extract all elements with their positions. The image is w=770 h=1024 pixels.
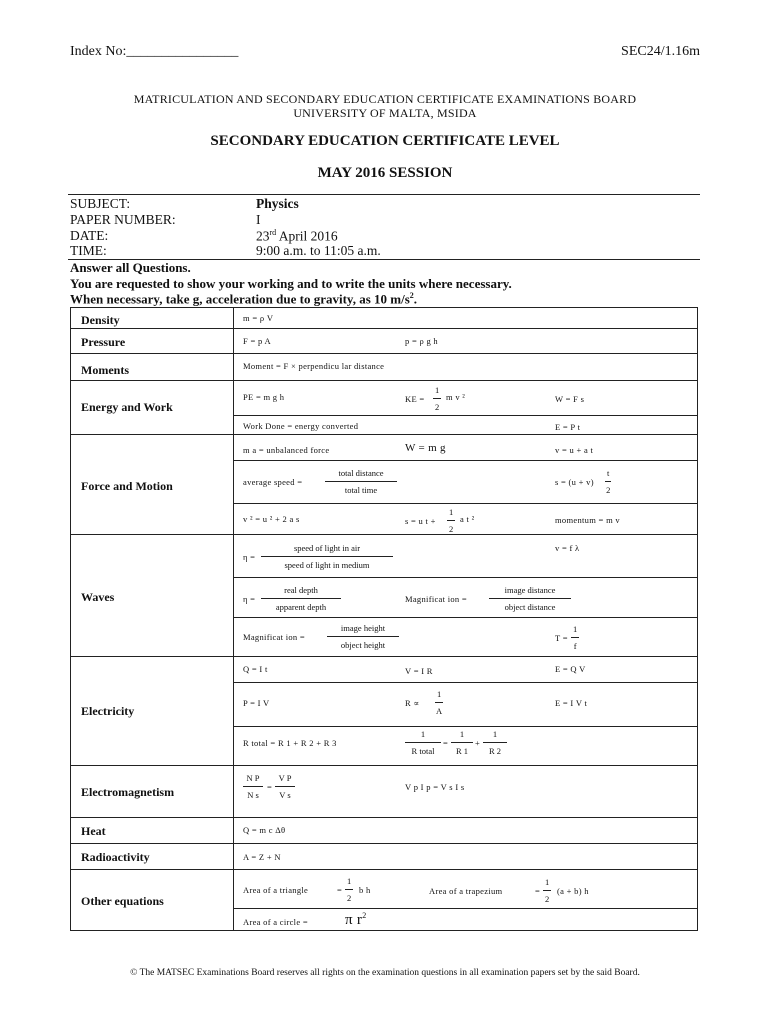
- equals-sign: =: [337, 885, 343, 895]
- fraction-denominator: N s: [247, 790, 259, 800]
- date-suffix: rd: [269, 228, 277, 237]
- formula-series-resistance: R total = R 1 + R 2 + R 3: [243, 738, 337, 748]
- formula-resistance-prefix: R ∝: [405, 698, 420, 708]
- row-divider: [71, 328, 697, 329]
- formula-work-done: Work Done = energy converted: [243, 421, 359, 431]
- fraction-parallel-total: [405, 729, 441, 756]
- fraction-numerator: N P: [243, 773, 263, 787]
- row-divider: [233, 908, 697, 909]
- formula-pe: PE = m g h: [243, 392, 285, 402]
- instruction-3-sup: 2: [409, 291, 414, 300]
- fraction-denominator: V s: [279, 790, 291, 800]
- date-label: DATE:: [70, 228, 109, 243]
- formula-circle-sup: 2: [362, 911, 367, 920]
- fraction-numerator: 1: [433, 385, 441, 399]
- fraction-denominator: f: [573, 641, 577, 651]
- fraction-numerator: speed of light in air: [261, 543, 393, 557]
- formula-electrical-energy: E = I V t: [555, 698, 588, 708]
- fraction-denominator: 2: [449, 524, 454, 534]
- formula-circle-text: π r: [345, 912, 363, 928]
- formula-magnification-distance-prefix: Magnificat ion =: [405, 594, 467, 604]
- certificate-level: SECONDARY EDUCATION CERTIFICATE LEVEL: [210, 133, 560, 149]
- fraction-denominator: apparent depth: [275, 602, 327, 612]
- fraction-numerator: 1: [345, 876, 353, 890]
- label-electricity: Electricity: [81, 704, 135, 718]
- label-density: Density: [81, 313, 120, 327]
- formula-moment: Moment = F × perpendicu lar distance: [243, 361, 385, 371]
- fraction-numerator: total distance: [325, 468, 397, 482]
- formula-charge: Q = I t: [243, 664, 268, 674]
- fraction-displacement: [605, 468, 611, 495]
- fraction-numerator: 1: [447, 507, 455, 521]
- subject-label: SUBJECT:: [70, 196, 131, 211]
- formula-triangle-suffix: b h: [359, 885, 371, 895]
- paper-code: SEC24/1.16m: [621, 44, 700, 59]
- copyright-footer: © The MATSEC Examinations Board reserves all rights on the examination questions in all examination papers set by the said Board.: [130, 968, 640, 978]
- fraction-triangle: [345, 876, 353, 903]
- formula-velocity: v = u + a t: [555, 445, 594, 455]
- formula-weight: W = m g: [405, 442, 446, 454]
- fraction-numerator: 1: [571, 624, 579, 638]
- row-divider: [233, 503, 697, 504]
- row-divider: [71, 656, 697, 657]
- formula-period-prefix: T =: [555, 633, 568, 643]
- fraction-numerator: image distance: [489, 585, 571, 599]
- row-divider: [233, 682, 697, 683]
- formula-circle-prefix: Area of a circle =: [243, 917, 308, 927]
- label-pressure: Pressure: [81, 335, 126, 349]
- formula-density: m = ρ V: [243, 313, 274, 323]
- row-divider: [71, 765, 697, 766]
- fraction-denominator: A: [436, 706, 443, 716]
- formula-v-squared: v ² = u ² + 2 a s: [243, 514, 300, 524]
- row-divider: [71, 353, 697, 354]
- board-name: MATRICULATION AND SECONDARY EDUCATION CERTIFICATE EXAMINATIONS BOARD: [133, 92, 637, 106]
- formula-table: [70, 307, 698, 931]
- label-force-motion: Force and Motion: [81, 479, 173, 493]
- index-number-field: Index No:________________: [70, 44, 239, 59]
- fraction-denominator: 2: [347, 893, 352, 903]
- formula-sut-prefix: s = u t +: [405, 516, 436, 526]
- formula-displacement-prefix: s = (u + v): [555, 477, 594, 487]
- fraction-numerator: 1: [543, 877, 551, 891]
- time-label: TIME:: [70, 243, 107, 258]
- label-electromagnetism: Electromagnetism: [81, 785, 175, 799]
- formula-mass-number: A = Z + N: [243, 852, 281, 862]
- fraction-numerator: 1: [483, 729, 507, 743]
- label-other-equations: Other equations: [81, 894, 164, 908]
- instruction-1: Answer all Questions.: [70, 260, 191, 275]
- row-divider: [233, 577, 697, 578]
- row-divider: [71, 817, 697, 818]
- fraction-numerator: 1: [435, 689, 443, 703]
- formula-momentum: momentum = m v: [555, 515, 620, 525]
- fraction-voltage-ratio: [275, 773, 295, 800]
- date-rest: April 2016: [276, 228, 338, 244]
- paper-value: I: [256, 212, 261, 227]
- formula-ohms-law: V = I R: [405, 666, 433, 676]
- time-value: 9:00 a.m. to 11:05 a.m.: [256, 243, 381, 258]
- instruction-3-text: When necessary, take g, acceleration due to gravity, as 10 m/s: [70, 291, 410, 307]
- row-divider: [71, 869, 697, 870]
- plus-sign: +: [475, 738, 481, 748]
- label-waves: Waves: [81, 590, 115, 604]
- row-divider: [233, 415, 697, 416]
- label-radioactivity: Radioactivity: [81, 850, 150, 864]
- formula-magnification-height-prefix: Magnificat ion =: [243, 632, 305, 642]
- fraction-denominator: speed of light in medium: [284, 560, 370, 570]
- divider-top: [68, 194, 700, 195]
- formula-ke-suffix: m v ²: [446, 392, 466, 402]
- equals-sign: =: [535, 886, 541, 896]
- fraction-numerator: t: [605, 468, 611, 482]
- fraction-denominator: R 1: [455, 746, 469, 756]
- university-name: UNIVERSITY OF MALTA, MSIDA: [293, 106, 477, 120]
- formula-refractive-index-prefix: η =: [243, 552, 256, 562]
- fraction-trapezium: [543, 877, 551, 904]
- fraction-refractive-depth: [261, 585, 341, 612]
- fraction-turns-ratio: [243, 773, 263, 800]
- formula-trapezium-suffix: (a + b) h: [557, 886, 589, 896]
- formula-transformer-power: V p I p = V s I s: [405, 782, 465, 792]
- paper-label: PAPER NUMBER:: [70, 212, 176, 227]
- fraction-denominator: R 2: [488, 746, 502, 756]
- formula-refractive-depth-prefix: η =: [243, 594, 256, 604]
- instruction-3-end: .: [413, 291, 418, 307]
- row-divider: [71, 380, 697, 381]
- fraction-numerator: image height: [327, 623, 399, 637]
- fraction-avg-speed: [325, 468, 397, 495]
- fraction-denominator: 2: [606, 485, 611, 495]
- formula-newton-second: m a = unbalanced force: [243, 445, 330, 455]
- formula-trapezium-prefix: Area of a trapezium: [429, 886, 503, 896]
- fraction-denominator: object distance: [504, 602, 556, 612]
- fraction-magnification-distance: [489, 585, 571, 612]
- formula-sut-suffix: a t ²: [460, 514, 475, 524]
- formula-energy-power: E = P t: [555, 422, 581, 432]
- formula-power: P = I V: [243, 698, 270, 708]
- fraction-denominator: R total: [411, 746, 435, 756]
- label-heat: Heat: [81, 824, 106, 838]
- label-energy-work: Energy and Work: [81, 400, 173, 414]
- equals-sign: =: [443, 738, 449, 748]
- formula-avg-speed-prefix: average speed =: [243, 477, 303, 487]
- row-divider: [233, 460, 697, 461]
- row-divider: [233, 617, 697, 618]
- fraction-resistance-area: [435, 689, 443, 716]
- board-heading: [0, 92, 770, 120]
- fraction-denominator: total time: [344, 485, 378, 495]
- fraction-numerator: 1: [405, 729, 441, 743]
- row-divider: [233, 726, 697, 727]
- fraction-sut: [447, 507, 455, 534]
- fraction-numerator: V P: [275, 773, 295, 787]
- formula-ke-prefix: KE =: [405, 394, 425, 404]
- equals-sign: =: [267, 782, 273, 792]
- formula-wave-speed: v = f λ: [555, 543, 580, 553]
- fraction-period: [571, 624, 579, 651]
- date-day: 23: [256, 228, 270, 244]
- formula-circle-area: [345, 911, 367, 929]
- fraction-parallel-r2: [483, 729, 507, 756]
- fraction-numerator: 1: [451, 729, 473, 743]
- subject-value: Physics: [256, 196, 299, 211]
- fraction-ke: [433, 385, 441, 412]
- row-divider: [71, 534, 697, 535]
- column-divider: [233, 308, 234, 930]
- fraction-refractive-index-light: [261, 543, 393, 570]
- instruction-2: You are requested to show your working and to write the units where necessary.: [70, 276, 512, 291]
- formula-energy-charge: E = Q V: [555, 664, 586, 674]
- instruction-3: [70, 291, 417, 307]
- formula-work: W = F s: [555, 394, 585, 404]
- fraction-parallel-r1: [451, 729, 473, 756]
- fraction-denominator: 2: [545, 894, 550, 904]
- formula-force-pressure: F = p A: [243, 336, 271, 346]
- fraction-numerator: real depth: [261, 585, 341, 599]
- fraction-magnification-height: [327, 623, 399, 650]
- row-divider: [71, 843, 697, 844]
- session-title: MAY 2016 SESSION: [317, 165, 453, 181]
- fraction-denominator: 2: [435, 402, 440, 412]
- formula-hydrostatic-pressure: p = ρ g h: [405, 336, 438, 346]
- formula-triangle-prefix: Area of a triangle: [243, 885, 309, 895]
- fraction-denominator: object height: [340, 640, 386, 650]
- formula-heat: Q = m c Δθ: [243, 825, 286, 835]
- row-divider: [71, 434, 697, 435]
- label-moments: Moments: [81, 363, 129, 377]
